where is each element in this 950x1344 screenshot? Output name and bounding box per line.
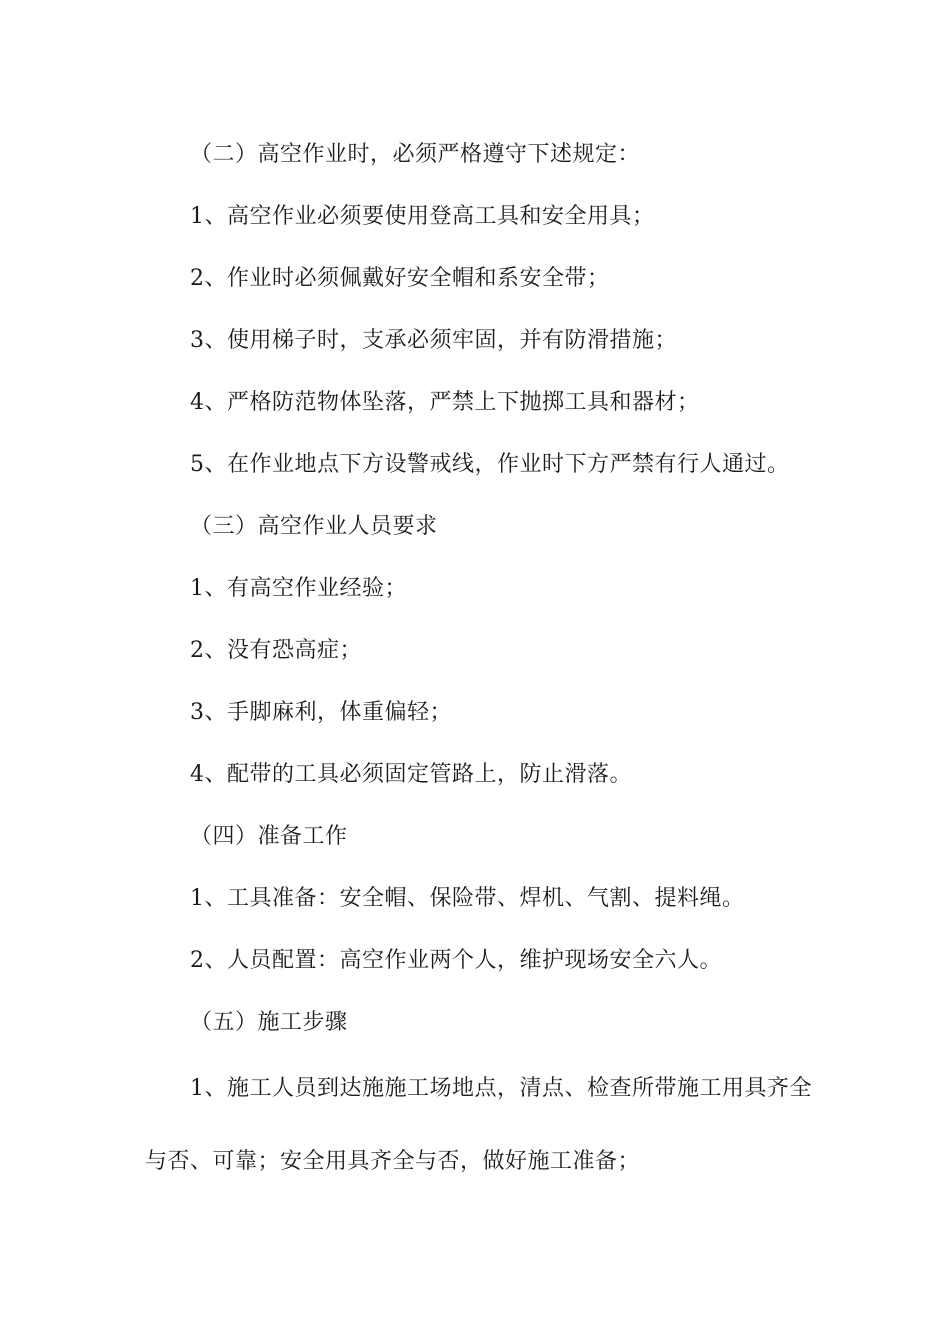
list-item: 1、工具准备：安全帽、保险带、焊机、气割、提料绳。 [190, 886, 745, 911]
paragraph-line: 1、施工人员到达施施工场地点，清点、检查所带施工用具齐全 [190, 1076, 812, 1101]
section-heading-5: （五）施工步骤 [190, 1010, 348, 1035]
section-heading-3: （三）高空作业人员要求 [190, 514, 438, 539]
list-item: 3、手脚麻利，体重偏轻； [190, 700, 452, 725]
list-item: 1、有高空作业经验； [190, 576, 407, 601]
list-item: 4、严格防范物体坠落，严禁上下抛掷工具和器材； [190, 390, 700, 415]
list-item: 3、使用梯子时，支承必须牢固，并有防滑措施； [190, 328, 677, 353]
list-item: 2、作业时必须佩戴好安全帽和系安全带； [190, 266, 610, 291]
list-item: 5、在作业地点下方设警戒线，作业时下方严禁有行人通过。 [190, 452, 790, 477]
section-heading-4: （四）准备工作 [190, 824, 348, 849]
list-item: 1、高空作业必须要使用登高工具和安全用具； [190, 204, 655, 229]
list-item: 2、人员配置：高空作业两个人，维护现场安全六人。 [190, 948, 722, 973]
paragraph-line: 与否、可靠；安全用具齐全与否，做好施工准备； [145, 1149, 641, 1174]
section-heading-2: （二）高空作业时，必须严格遵守下述规定： [190, 142, 641, 167]
list-item: 2、没有恐高症； [190, 638, 362, 663]
list-item: 4、配带的工具必须固定管路上，防止滑落。 [190, 762, 632, 787]
